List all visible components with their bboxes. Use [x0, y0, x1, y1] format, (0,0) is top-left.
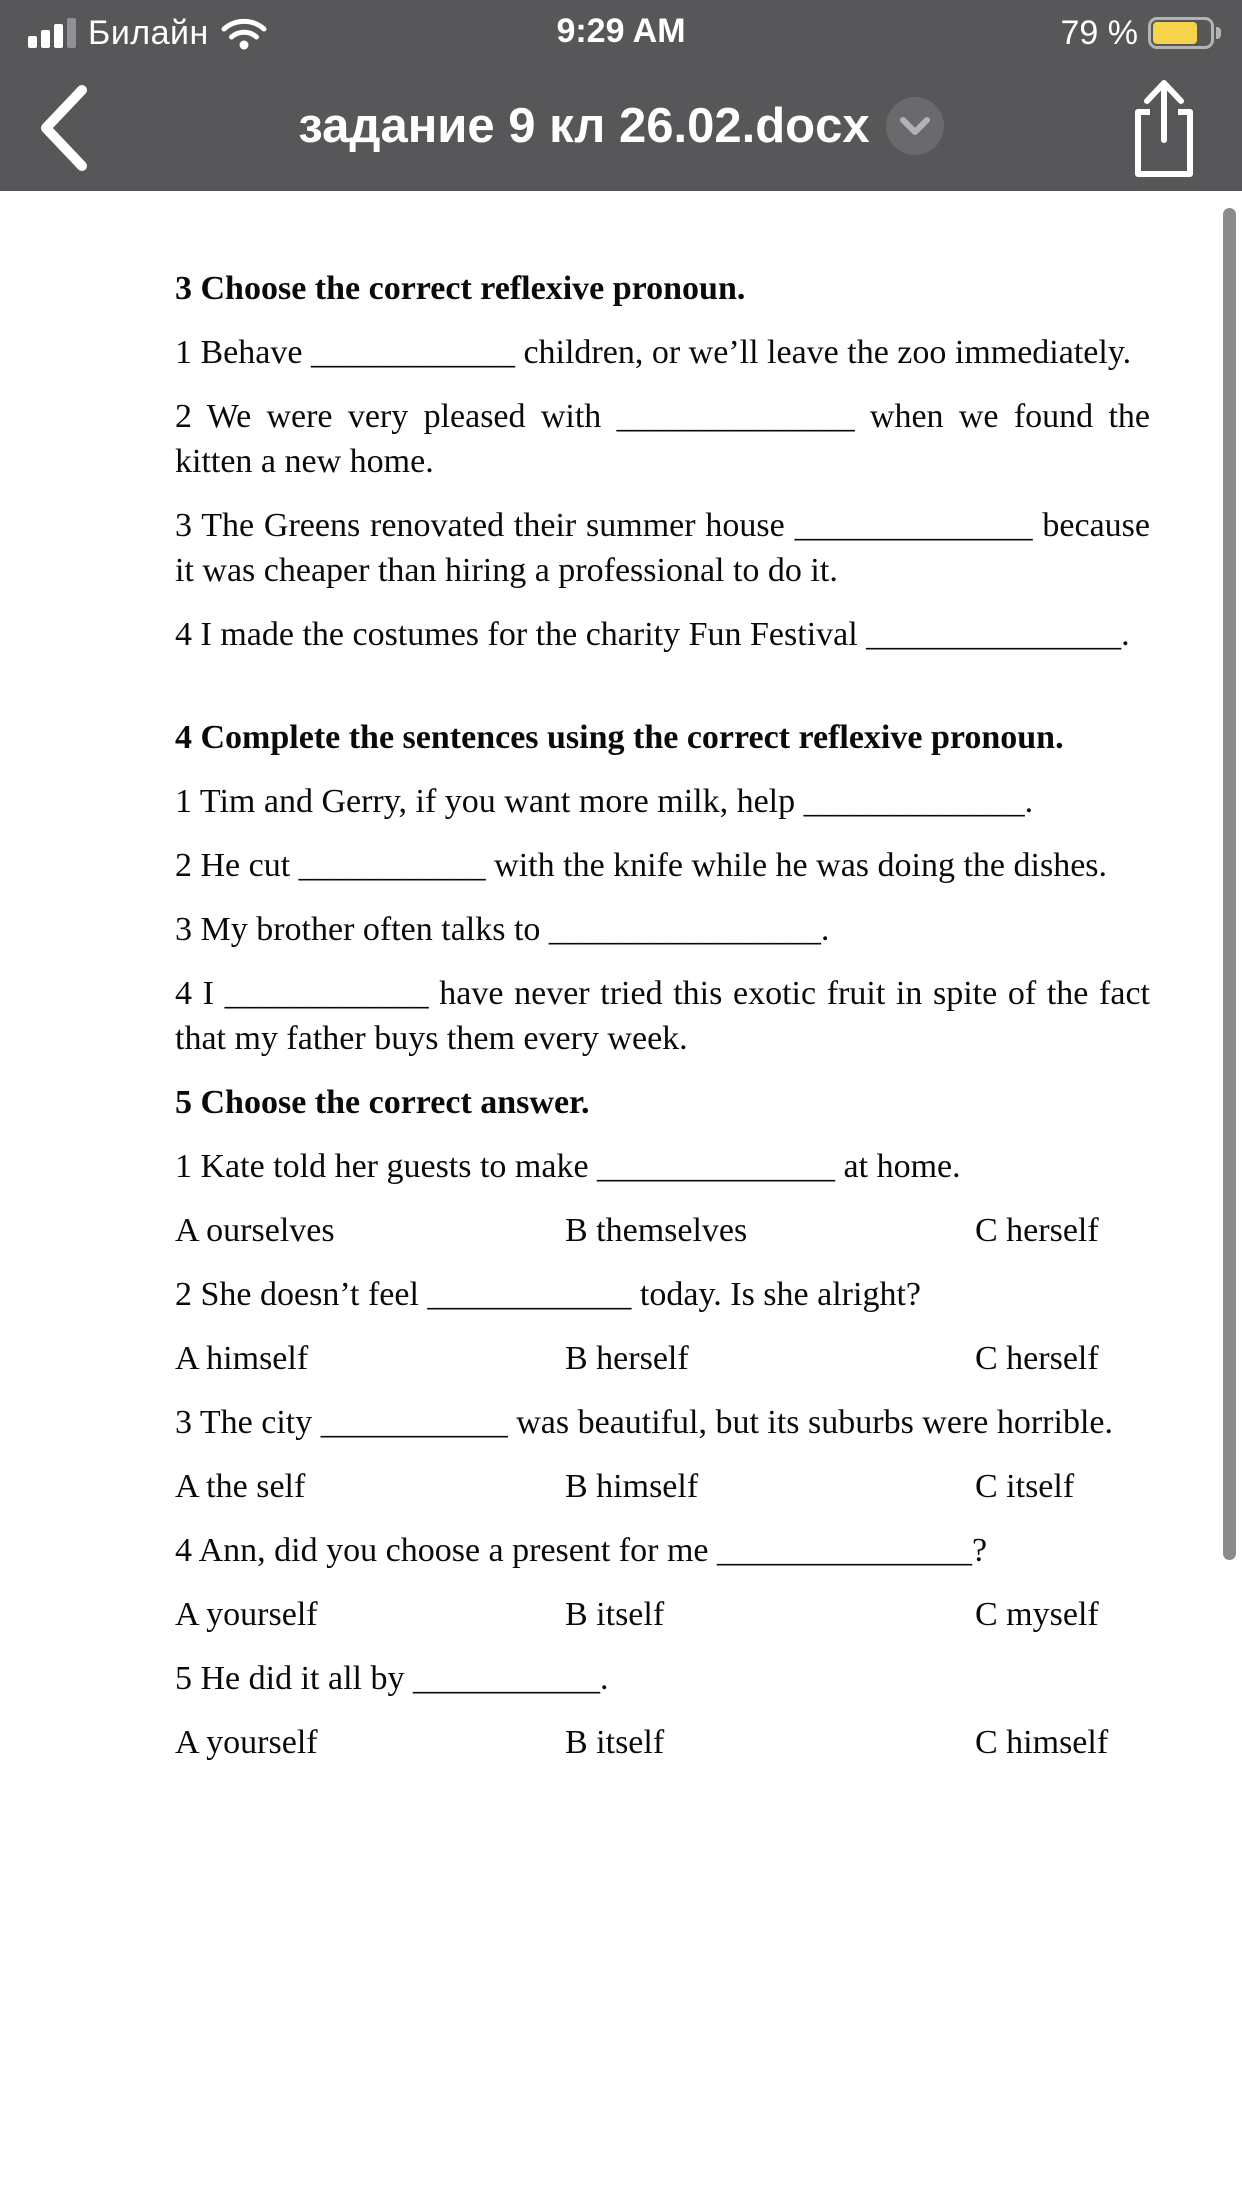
option-c: C herself — [975, 1340, 1099, 1377]
exercise-5-item-3-options — [175, 1464, 1150, 1509]
document-page — [0, 191, 1242, 2208]
option-c: C himself — [975, 1724, 1109, 1761]
title-dropdown-button[interactable] — [886, 97, 944, 155]
exercise-5-item-4: 4 Ann, did you choose a present for me _______________? — [175, 1532, 988, 1569]
exercise-5-item-2: 2 She doesn’t feel ____________ today. Is she alright? — [175, 1276, 921, 1313]
exercise-4-item-3: 3 My brother often talks to ________________. — [175, 911, 830, 948]
option-b: B itself — [565, 1596, 665, 1633]
battery-percent-label: 79 % — [1060, 13, 1138, 52]
exercise-3-item-3: 3 The Greens renovated their summer house ______________ because it was cheaper than hiring a professional to do it. — [175, 507, 1150, 589]
exercise-3-item-2: 2 We were very pleased with ______________ when we found the kitten a new home. — [175, 398, 1150, 480]
exercise-4-heading: 4 Complete the sentences using the correct reflexive pronoun. — [175, 719, 1064, 756]
exercise-4-item-2: 2 He cut ___________ with the knife while he was doing the dishes. — [175, 847, 1108, 884]
option-b: B themselves — [565, 1212, 748, 1249]
option-c: C herself — [975, 1212, 1099, 1249]
exercise-4-item-4: 4 I ____________ have never tried this exotic fruit in spite of the fact that my father buys them every week. — [175, 975, 1150, 1057]
option-b: B itself — [565, 1724, 665, 1761]
exercise-3-heading: 3 Choose the correct reflexive pronoun. — [175, 270, 746, 307]
option-a: A yourself — [175, 1596, 318, 1633]
navigation-bar — [0, 60, 1242, 191]
share-icon — [1124, 76, 1204, 180]
exercise-5-item-2-options — [175, 1336, 1150, 1381]
back-button[interactable] — [18, 78, 108, 178]
scrollbar-thumb[interactable] — [1223, 208, 1236, 1560]
option-c: C myself — [975, 1596, 1099, 1633]
option-c: C itself — [975, 1468, 1075, 1505]
exercise-3-item-1: 1 Behave ____________ children, or we’ll leave the zoo immediately. — [175, 334, 1132, 371]
exercise-5-item-5-options — [175, 1720, 1150, 1765]
chevron-down-icon — [900, 116, 930, 136]
exercise-5-heading: 5 Choose the correct answer. — [175, 1084, 590, 1121]
exercise-5-item-3: 3 The city ___________ was beautiful, but its suburbs were horrible. — [175, 1404, 1113, 1441]
exercise-3-item-4: 4 I made the costumes for the charity Fun Festival _______________. — [175, 616, 1130, 653]
share-button[interactable] — [1114, 74, 1214, 182]
exercise-5-item-1-options — [175, 1208, 1150, 1253]
exercise-4-item-1: 1 Tim and Gerry, if you want more milk, help _____________. — [175, 783, 1034, 820]
document-title[interactable]: задание 9 кл 26.02.docx — [298, 98, 870, 153]
exercise-5-item-5: 5 He did it all by ___________. — [175, 1660, 609, 1697]
carrier-label: Билайн — [88, 13, 209, 52]
back-chevron-icon — [36, 82, 90, 174]
status-bar — [0, 0, 1242, 60]
option-b: B himself — [565, 1468, 699, 1505]
option-a: A yourself — [175, 1724, 318, 1761]
exercise-5-item-1: 1 Kate told her guests to make ______________ at home. — [175, 1148, 961, 1185]
option-a: A himself — [175, 1340, 309, 1377]
option-a: A the self — [175, 1468, 306, 1505]
exercise-5-item-4-options — [175, 1592, 1150, 1637]
top-chrome — [0, 0, 1242, 191]
clock-label: 9:29 AM — [556, 12, 686, 50]
battery-icon — [1148, 17, 1214, 49]
cell-signal-icon — [28, 18, 76, 48]
option-a: A ourselves — [175, 1212, 335, 1249]
wifi-icon — [221, 16, 267, 50]
option-b: B herself — [565, 1340, 689, 1377]
